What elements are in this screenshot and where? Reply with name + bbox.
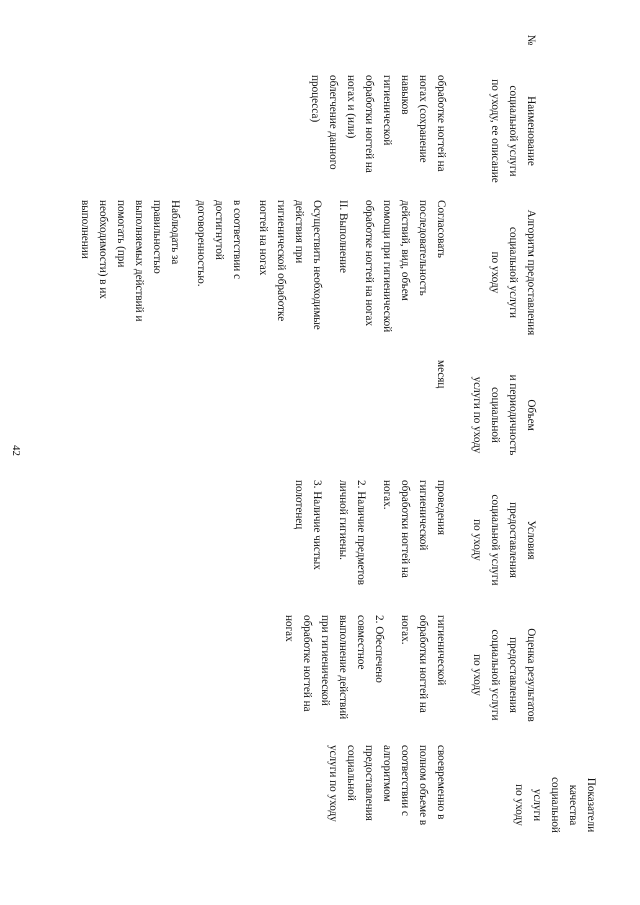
- table-cell: гигиенической обработки ногтей на ногах. 2. Обеспечено совместное выполнение действий при гигиенической обработке ногтей на ногах: [283, 615, 447, 720]
- column-conditions: [0, 480, 640, 600]
- column-header: Алгоритм предоставления социальной услуги по уходу: [489, 209, 537, 336]
- column-header: №: [525, 34, 537, 46]
- column-header: Объем и периодичность социальной услуги по уходу: [471, 374, 537, 456]
- column-header: Условия предоставления социальной услуги по уходу: [471, 494, 537, 586]
- column-volume: [0, 360, 640, 470]
- page-number: 42: [10, 445, 22, 456]
- column-header: Наименование социальной услуги по уходу, ее описание: [489, 79, 537, 183]
- table-cell: Согласовать последовательность действий, вид, объем помощи при гигиенической обработке ногтей на ногах II. Выполнение Осуществить необходимые действия при гигиенической обработке ногтей на ногах в соответствии с достигнутой договоренностью. Наблюдать за правильностью выполняемых действий и помогать (при необходимости) в их выполнении: [79, 200, 447, 333]
- column-service-name: [0, 75, 640, 187]
- column-evaluation: [0, 615, 640, 735]
- column-quality: [0, 745, 640, 865]
- table-cell: проведения гигиенической обработки ногтей на ногах. 2. Наличие предметов личной гигиены. 3. Наличие чистых полотенец: [293, 480, 447, 586]
- column-header: Показатели качества социальной услуги по уходу: [513, 777, 597, 833]
- column-header: Оценка результатов предоставления социальной услуги по уходу: [471, 628, 537, 722]
- column-number: [0, 20, 640, 60]
- table-cell: обработке ногтей на ногах (сохранение навыков гигиенической обработки ногтей на ногах и (или) облегчение данного процесса): [309, 75, 447, 173]
- column-algorithm: [0, 200, 640, 345]
- table-cell: месяц: [435, 360, 447, 389]
- table-cell: своевременно в полном объеме в соответствии с алгоритмом предоставления социальной услуги по уходу: [327, 745, 447, 826]
